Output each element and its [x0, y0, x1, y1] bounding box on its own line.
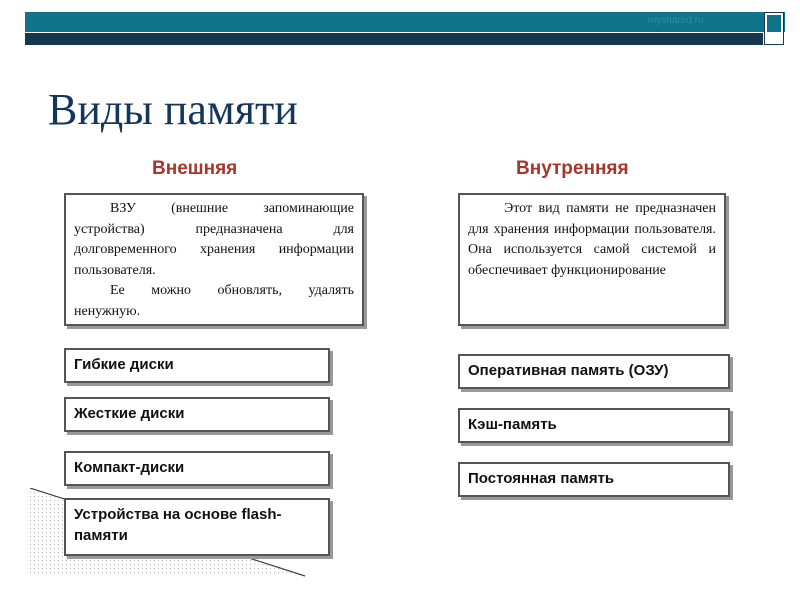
- external-item-flash: Устройства на основе flash-памяти: [64, 498, 330, 556]
- external-description-p1: ВЗУ (внешние запоминающие устройства) предназначена для долговременного хранения информации пользователя.: [74, 201, 354, 278]
- internal-description-p1: Этот вид памяти не предназначен для хранения информации пользователя. Она используется самой системой и обеспечивает функционирование: [468, 201, 716, 278]
- internal-item-rom: Постоянная память: [458, 462, 730, 497]
- internal-heading: Внутренняя: [516, 158, 629, 179]
- external-heading: Внешняя: [152, 158, 238, 179]
- header-stripe: [25, 33, 763, 45]
- page-title: Виды памяти: [48, 85, 298, 134]
- external-description-p2: Ее можно обновлять, удалять ненужную.: [74, 283, 354, 319]
- external-item-cd: Компакт-диски: [64, 451, 330, 486]
- header-square: [764, 12, 784, 45]
- watermark: myshared.ru: [648, 15, 704, 26]
- internal-item-cache: Кэш-память: [458, 408, 730, 443]
- internal-item-ram: Оперативная память (ОЗУ): [458, 354, 730, 389]
- internal-description: [458, 193, 726, 326]
- external-item-hdd: Жесткие диски: [64, 397, 330, 432]
- external-description: [64, 193, 364, 326]
- external-item-floppy: Гибкие диски: [64, 348, 330, 383]
